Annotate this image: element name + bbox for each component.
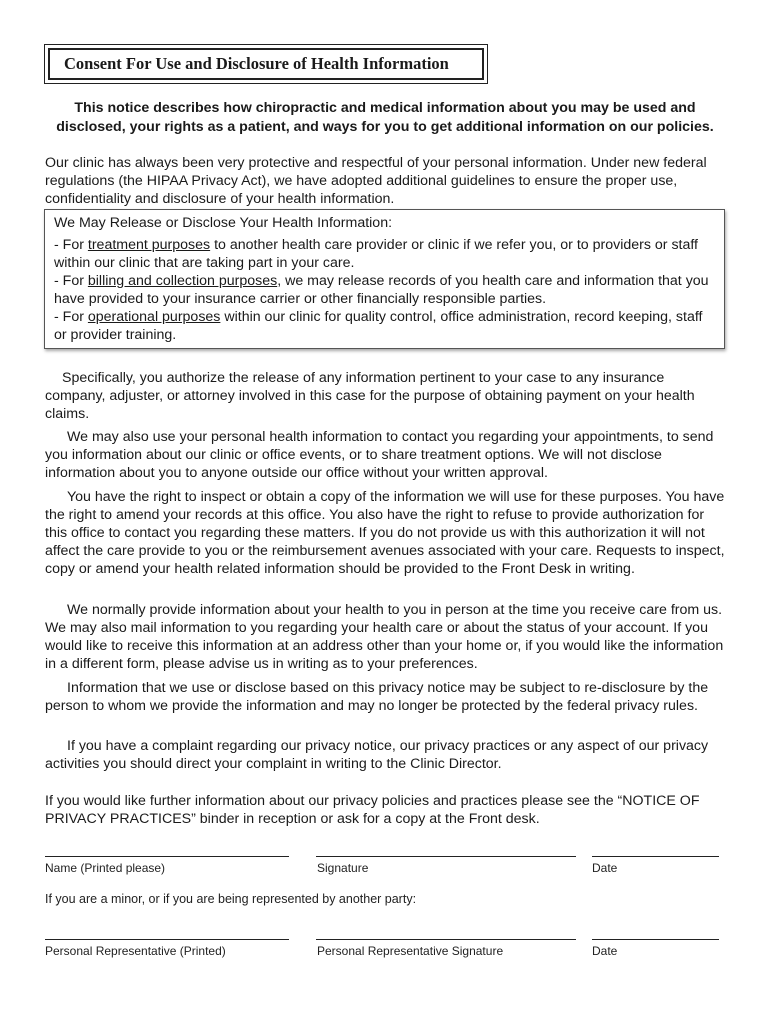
signature-label: Signature [317, 861, 369, 875]
rep-date-label: Date [592, 944, 618, 958]
paragraph-specifically: Specifically, you authorize the release of any information pertinent to your case to any insurance company, adjuster, or attorney involved in this case for the purpose of obtaining payment on your health claims. [45, 370, 695, 422]
paragraph-complaint: If you have a complaint regarding our privacy notice, our privacy practices or any aspect of our privacy activities you should direct your complaint in writing to the Clinic Director. [45, 738, 709, 772]
release-item-billing: - For billing and collection purposes, we may release records of you health care and information that you have provided to your insurance carrier or other financially responsible parties. [54, 273, 709, 307]
rep-signature-label: Personal Representative Signature [317, 944, 504, 958]
title-box [44, 44, 488, 84]
paragraph-further-info: If you would like further information about our privacy policies and practices please see the “NOTICE OF PRIVACY PRACTICES” binder in reception or ask for a copy at the Front desk. [45, 793, 700, 827]
name-signature-line[interactable] [45, 856, 289, 857]
treatment-purposes-term: treatment purposes [87, 237, 211, 253]
operational-purposes-term: operational purposes [87, 309, 221, 325]
rep-date-line[interactable] [592, 939, 719, 940]
release-disclosure-box [44, 209, 725, 349]
rep-signature-line[interactable] [316, 939, 576, 940]
name-label: Name (Printed please) [45, 861, 166, 875]
intro-paragraph: Our clinic has always been very protective and respectful of your personal information. Under new federal regulations (the HIPAA Privacy Act), we have adopted additional guidelines to ensure the proper use, confidentiality and disclosure of your health information. [45, 155, 707, 207]
release-box-heading: We May Release or Disclose Your Health Information: [54, 215, 393, 231]
document-title: Consent For Use and Disclosure of Health Information [48, 48, 484, 80]
paragraph-rights: You have the right to inspect or obtain a copy of the information we will use for these purposes. You have the right to amend your records at this office. You also have the right to refuse to provide authorization for this office to contact you regarding these matters. If you do not provide us with this authorization it will not affect the care provide to you or the reimbursement avenues associated with your care. Requests to inspect, copy or amend your health related information should be provided to the Front Desk in writing. [45, 489, 725, 577]
release-item-operational: - For operational purposes within our clinic for quality control, office administration, record keeping, staff or provider training. [54, 309, 703, 343]
date-line[interactable] [592, 856, 719, 857]
paragraph-mail: We normally provide information about your health to you in person at the time you receive care from us. We may also mail information to you regarding your health care or about the status of your account. If you would like to receive this information at an address other than your home or, if you would like the information in a different form, please advise us in writing as to your preferences. [45, 602, 724, 672]
release-item-treatment: - For treatment purposes to another health care provider or clinic if we refer you, or to providers or staff within our clinic that are taking part in your care. [54, 237, 699, 271]
date-label: Date [592, 861, 618, 875]
billing-purposes-term: billing and collection purposes [87, 273, 278, 289]
notice-statement: This notice describes how chiropractic and medical information about you may be used and disclosed, your rights as a patient, and ways for you to get additional information on our policies. [56, 100, 714, 135]
rep-name-line[interactable] [45, 939, 289, 940]
paragraph-redisclosure: Information that we use or disclose based on this privacy notice may be subject to re-disclosure by the person to whom we provide the information and may no longer be protected by the federal privacy rules. [45, 680, 709, 714]
rep-name-label: Personal Representative (Printed) [45, 944, 226, 958]
signature-line[interactable] [316, 856, 576, 857]
minor-representative-note: If you are a minor, or if you are being represented by another party: [45, 892, 417, 906]
paragraph-contact: We may also use your personal health information to contact you regarding your appointments, to send you information about our clinic or office events, or to share treatment options. We will not disclose information about you to anyone outside our office without your written approval. [45, 429, 714, 481]
